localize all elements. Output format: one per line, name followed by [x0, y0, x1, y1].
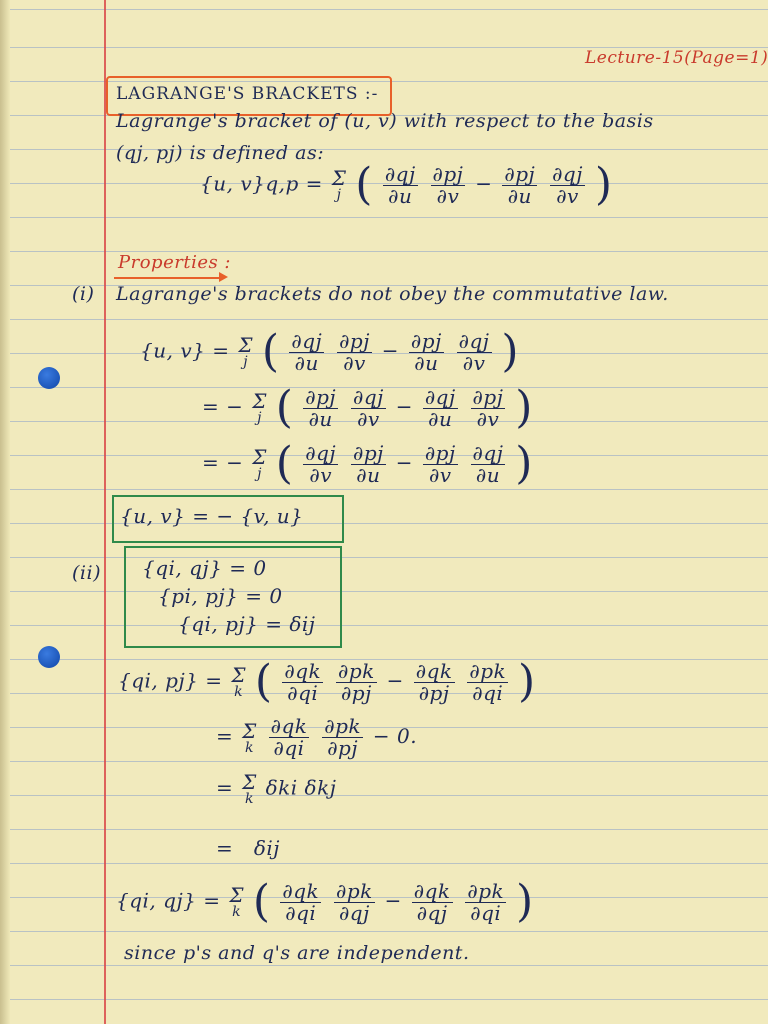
fraction: $\frac{\partial pj}{\partial u}$: [504, 161, 536, 208]
lecture-label: Lecture-15(Page=1): [585, 48, 768, 68]
commutative-equation-1: {u, v} = Σ j ( $\frac{\partial qj}{\partial u}$ $\frac{\partial pj}{\partial v}$ − $\frac{\partial pj}{\partial u}$ $\frac{\partial qj}{\partial v}$ ): [140, 326, 520, 377]
punch-hole: [38, 646, 60, 668]
fundamental-equation-2: = Σ k $\frac{\partial qk}{\partial qi}$ $\frac{\partial pk}{\partial pj}$ − 0.: [216, 714, 418, 760]
page-edge-shadow: [0, 0, 10, 1024]
punch-hole: [38, 367, 60, 389]
property-i-statement: Lagrange's brackets do not obey the commutative law.: [116, 283, 669, 305]
bracket-qq: {qi, qj} = 0: [142, 556, 267, 580]
property-numeral-i: (i): [72, 283, 95, 305]
arrow-head: [219, 272, 228, 282]
property-numeral-ii: (ii): [72, 562, 101, 584]
fraction: $\frac{\partial qj}{\partial v}$: [552, 161, 583, 208]
fundamental-equation-5: {qi, qj} = Σ k ( $\frac{\partial qk}{\partial qi}$ $\frac{\partial pk}{\partial qj}$ − $\frac{\partial qk}{\partial qj}$ $\frac{\partial pk}{\partial qi}$ ): [116, 876, 534, 927]
properties-heading: Properties :: [118, 252, 231, 273]
anticommutative-result: {u, v} = − {v, u}: [120, 504, 304, 528]
bracket-qp: {qi, pj} = δij: [178, 612, 316, 636]
fundamental-equation-1: {qi, pj} = Σ k ( $\frac{\partial qk}{\partial qi}$ $\frac{\partial pk}{\partial pj}$ − $\frac{\partial qk}{\partial pj}$ $\frac{\partial pk}{\partial qi}$ ): [118, 656, 536, 707]
independence-note: since p's and q's are independent.: [124, 942, 470, 964]
page-title: LAGRANGE'S BRACKETS :-: [116, 84, 379, 104]
bracket-pp: {pi, pj} = 0: [158, 584, 283, 608]
sum-symbol: Σ j: [331, 166, 347, 203]
commutative-equation-3: = − Σ j ( $\frac{\partial qj}{\partial v}$ $\frac{\partial pj}{\partial u}$ − $\frac{\partial pj}{\partial v}$ $\frac{\partial qj}{\partial u}$ ): [202, 438, 533, 489]
margin-line: [104, 0, 106, 1024]
fundamental-equation-3: = Σ k δki δkj: [216, 770, 337, 807]
eq-lhs: {u, v}q,p =: [200, 171, 323, 196]
fundamental-equation-4: = δij: [216, 836, 280, 860]
underline-arrow: [114, 277, 220, 279]
commutative-equation-2: = − Σ j ( $\frac{\partial pj}{\partial u}$ $\frac{\partial qj}{\partial v}$ − $\frac{\partial qj}{\partial u}$ $\frac{\partial pj}{\partial v}$ ): [202, 382, 533, 433]
definition-equation: {u, v}q,p = Σ j ( $\frac{\partial qj}{\partial u}$ $\frac{\partial pj}{\partial v}$ − $\frac{\partial pj}{\partial u}$ $\frac{\partial qj}{\partial v}$ ): [200, 159, 613, 210]
definition-line-1: Lagrange's bracket of (u, v) with respect to the basis: [116, 110, 654, 132]
fraction: $\frac{\partial pj}{\partial v}$: [432, 161, 464, 208]
definition-line-2: (qj, pj) is defined as:: [116, 142, 325, 164]
fraction: $\frac{\partial qj}{\partial u}$: [384, 161, 416, 208]
